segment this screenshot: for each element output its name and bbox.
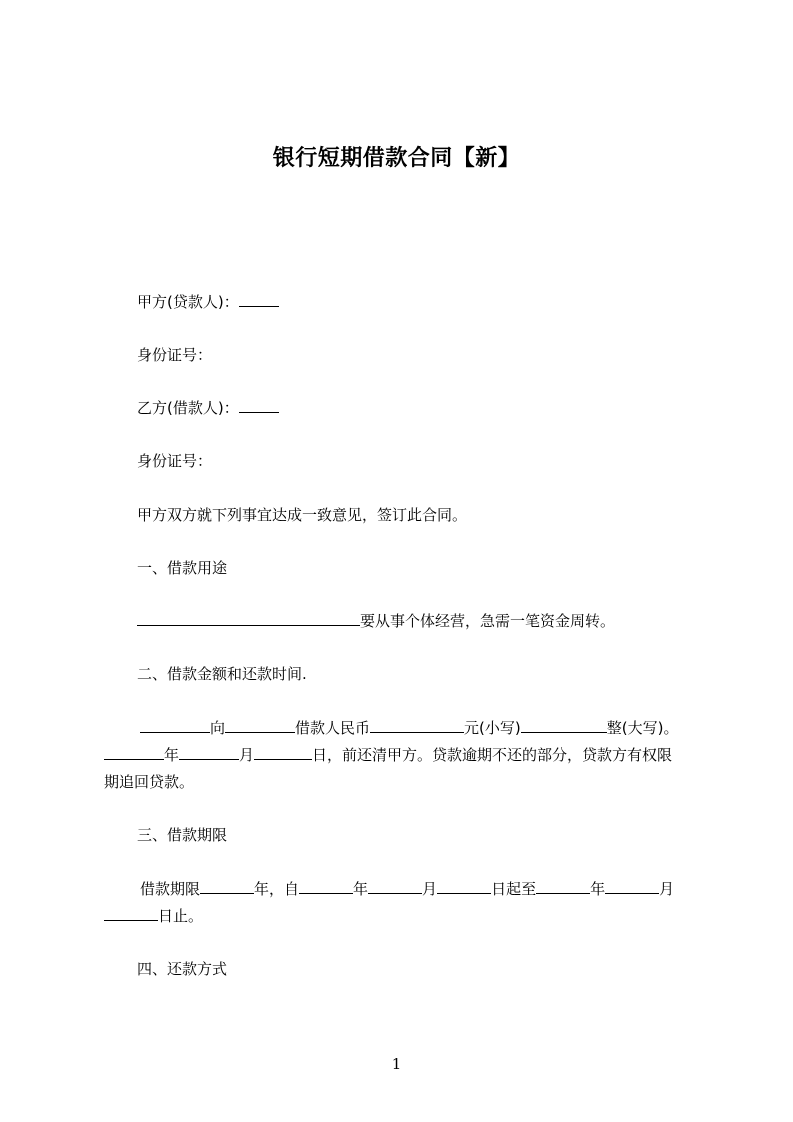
section1-line: [137, 611, 615, 631]
lender-name-blank: [140, 718, 210, 733]
borrower-name-blank: [225, 718, 295, 733]
id-line-2: [137, 451, 212, 471]
s2-text-c: 元(小写): [464, 719, 521, 737]
section2-line-1: [140, 718, 678, 738]
s2-month-text: 月: [239, 746, 255, 764]
start-year-blank: [299, 879, 353, 894]
section2-line-2: [104, 745, 672, 765]
section3-line-1: [140, 879, 674, 899]
s2-text-a: 向: [210, 719, 226, 737]
s3-text-d: 月: [422, 880, 438, 898]
start-month-blank: [368, 879, 422, 894]
section2-line-3: 期追回贷款。: [104, 773, 195, 791]
end-day-blank: [104, 906, 158, 921]
amount-words-blank: [521, 718, 607, 733]
id-label-2: 身份证号：: [137, 452, 213, 470]
year-blank: [104, 745, 164, 760]
s2-year-text: 年: [164, 746, 180, 764]
s3-text-c: 年: [353, 880, 369, 898]
section3-line-2: [104, 906, 203, 926]
page-number: 1: [391, 1055, 402, 1073]
s3-text-e: 日起至: [491, 880, 537, 898]
section3-heading: 三、借款期限: [137, 826, 228, 844]
borrower-label: 乙方(借款人)：: [137, 399, 239, 417]
term-blank: [200, 879, 254, 894]
s3-text-g: 月: [659, 880, 675, 898]
document-title: 银行短期借款合同【新】: [272, 146, 521, 171]
lender-blank: [239, 292, 279, 307]
s2-day-text: 日，前还清甲方。贷款逾期不还的部分，贷款方有权限: [312, 746, 673, 764]
end-year-blank: [536, 879, 590, 894]
id-label-1: 身份证号：: [137, 346, 213, 364]
s3-text-f: 年: [590, 880, 606, 898]
s2-text-d: 整(大写)。: [606, 719, 679, 737]
lender-label: 甲方(贷款人)：: [137, 293, 239, 311]
id-line-1: [137, 345, 212, 365]
end-month-blank: [605, 879, 659, 894]
s2-text-b: 借款人民币: [295, 719, 371, 737]
section1-heading: 一、借款用途: [137, 559, 228, 577]
month-blank: [179, 745, 239, 760]
amount-digits-blank: [370, 718, 464, 733]
lender-line: [137, 292, 279, 312]
s3-end-text: 日止。: [158, 907, 204, 925]
start-day-blank: [437, 879, 491, 894]
section2-heading: 二、借款金额和还款时间.: [137, 665, 307, 683]
section1-text: 要从事个体经营，急需一笔资金周转。: [360, 612, 616, 630]
borrower-blank: [239, 398, 279, 413]
intro-paragraph: 甲方双方就下列事宜达成一致意见，签订此合同。: [137, 506, 468, 524]
purpose-blank: [137, 611, 360, 626]
s3-text-b: 年，自: [254, 880, 300, 898]
s3-text-a: 借款期限: [140, 880, 201, 898]
section4-heading: 四、还款方式: [137, 960, 228, 978]
borrower-line: [137, 398, 279, 418]
day-blank: [254, 745, 312, 760]
